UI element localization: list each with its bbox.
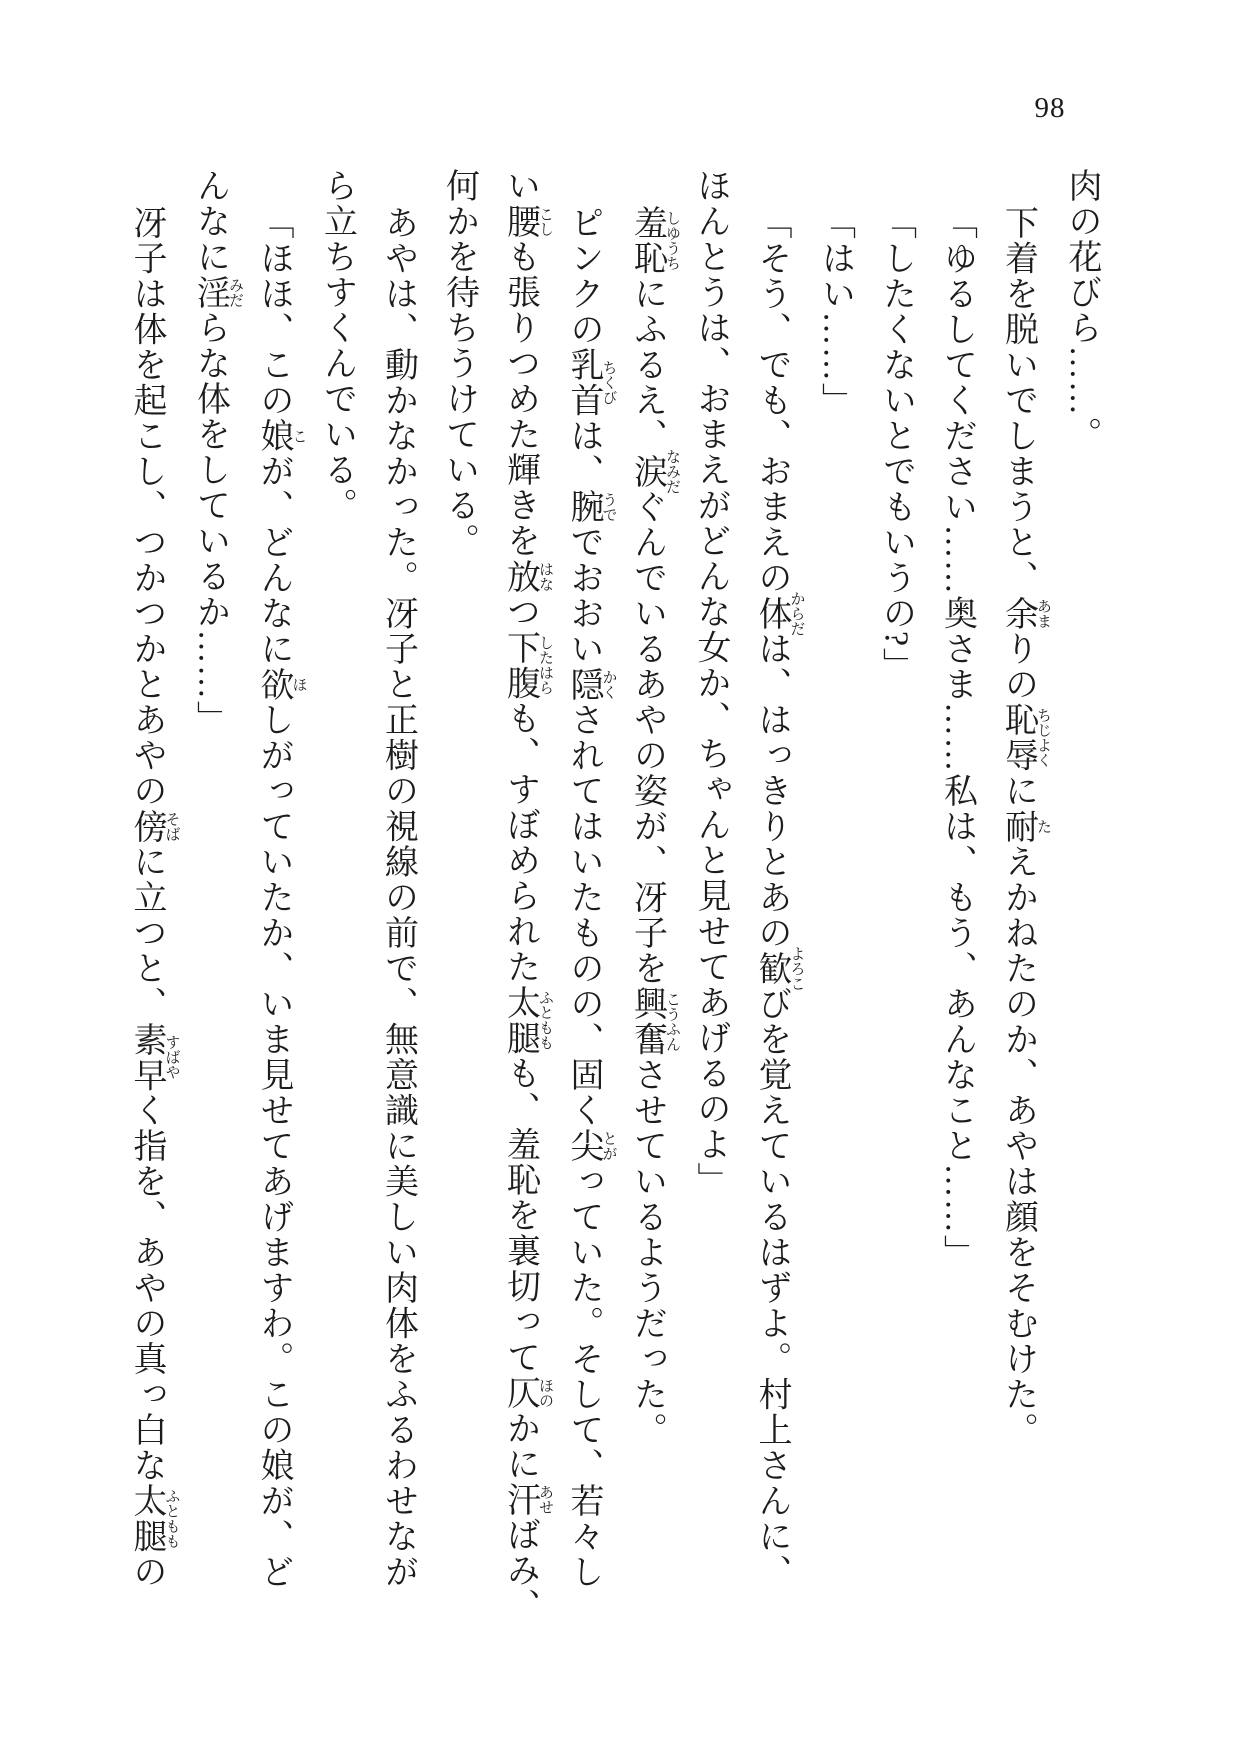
ruby-annotated-word: 歓よろこ (753, 945, 805, 991)
text-column-3: 「ゆるしてください……奥さま……私は、もう、あんなこと……」 (938, 205, 976, 1270)
text-column-10: い腰こしも張りつめた輝きを放はなつ下腹したはらも、すぼめられた太腿ふとももも、羞恥を裏切って仄ほのかに汗あせばみ、 (501, 168, 553, 1624)
ruby-annotated-word: 太腿ふともも (501, 984, 553, 1056)
text-column-11: 何かを待ちうけている。 (440, 168, 478, 559)
ruby-annotated-word: 乳首ちくび (565, 347, 617, 418)
ruby-annotated-word: 腕うで (565, 489, 617, 525)
text-column-16: 冴子は体を起こし、つかつかとあやの傍そばに立つと、素早すばやく指を、あやの真っ白な太腿ふとももの (128, 205, 180, 1590)
ruby-annotated-word: 耐た (999, 808, 1051, 844)
ruby-annotated-word: 興奮こうふん (628, 986, 680, 1057)
text-column-2: 下着を脱いでしまうと、余あまりの恥辱ちじよくに耐たえかねたのか、あやは顔をそむけた。 (999, 205, 1051, 1448)
ruby-annotated-word: 余あま (999, 595, 1051, 631)
ruby-annotated-word: 腰こし (501, 203, 553, 239)
text-columns (116, 168, 1112, 1734)
ruby-annotated-word: 隠かく (565, 666, 617, 702)
page-number: 98 (1034, 92, 1066, 124)
text-column-8: 羞恥しゆうちにふるえ、涙なみだぐんでいるあやの姿が、冴子を興奮こうふんさせているようだった。 (628, 205, 680, 1448)
ruby-annotated-word: 素早すばや (128, 1021, 180, 1093)
ruby-annotated-word: 淫みだ (191, 274, 243, 310)
ruby-annotated-word: 仄ほの (501, 1375, 553, 1411)
text-column-1: 肉の花びら……。 (1063, 168, 1100, 452)
text-column-13: ら立ちすくんでいる。 (318, 168, 356, 523)
ruby-annotated-word: 放はな (501, 558, 553, 594)
ruby-annotated-word: 太腿ふともも (128, 1483, 180, 1554)
ruby-annotated-word: 傍そば (128, 808, 180, 844)
text-column-9: ピンクの乳首ちくびは、腕うででおおい隠かくされてはいたものの、固く尖とがっていた。そして、若々し (565, 205, 617, 1590)
ruby-annotated-word: 汗あせ (501, 1481, 553, 1517)
text-column-15: んなに淫みだらな体をしているか……」 (191, 168, 243, 736)
ruby-annotated-word: 欲ほ (255, 666, 307, 702)
ruby-annotated-word: 尖とが (565, 1128, 617, 1164)
text-column-5: 「はい……」 (816, 205, 854, 418)
ruby-annotated-word: 涙なみだ (628, 448, 680, 494)
ruby-annotated-word: 娘こ (255, 418, 307, 454)
text-column-14: 「ほほ、この娘こが、どんなに欲ほしがっていたか、いま見せてあげますわ。この娘が、ど (255, 205, 307, 1590)
text-column-4: 「したくないとでもいうの?」 (877, 205, 915, 684)
ruby-annotated-word: 下腹したはら (501, 629, 553, 701)
text-column-12: あやは、動かなかった。冴子と正樹の視線の前で、無意識に美しい肉体をふるわせなが (379, 205, 417, 1590)
ruby-annotated-word: 体からだ (753, 590, 805, 636)
text-column-6: 「そう、でも、おまえの体からだは、はっきりとあの歓よろこびを覚えているはずよ。村上さんに、 (753, 205, 805, 1590)
ruby-annotated-word: 羞恥しゆうち (628, 205, 680, 276)
ruby-annotated-word: 恥辱ちじよく (999, 702, 1051, 773)
text-column-7: ほんとうは、おまえがどんな女か、ちゃんと見せてあげるのよ」 (692, 168, 729, 1198)
